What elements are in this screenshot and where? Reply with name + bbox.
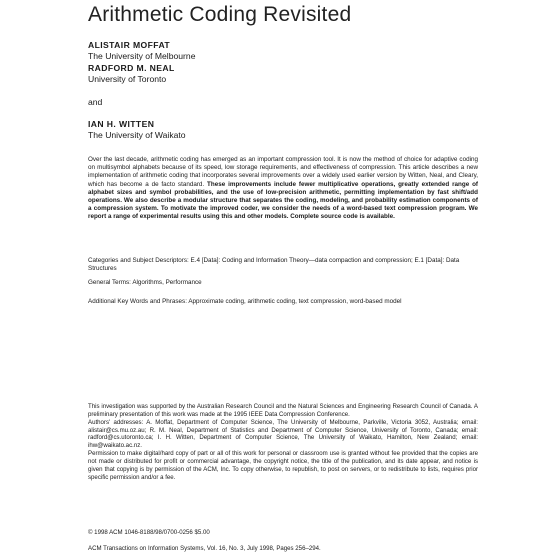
footnotes	[88, 403, 478, 481]
general-terms: General Terms: Algorithms, Performance	[88, 279, 202, 286]
abstract-text: Over the last decade, arithmetic coding has emerged as an important compression tool. It is now the method of choice for adaptive coding on multisymbol alphabets because of its speed, low storage requirements, and effectiveness of compression. This article describes a new implementation of arithmetic coding that incorporates several improvements over a widely used earlier version by Witten, Neal, and Cleary, which has become a de facto standard.	[88, 156, 478, 188]
abstract-bold-text: These improvements include fewer multiplicative operations, greatly extended range of alphabet sizes and symbol probabilities, and the use of low-precision arithmetic, permitting implementation by fast shift/add operations. We also describe a modular structure that separates the coding, modeling, and probability estimation components of a compression system. To motivate the improved coder, we consider the needs of a word-based text compression program. We report a range of experimental results using this and other models. Complete source code is available.	[88, 180, 479, 221]
journal-citation: ACM Transactions on Information Systems, Vol. 16, No. 3, July 1998, Pages 256–294.	[88, 545, 321, 552]
author-name: RADFORD M. NEAL	[88, 62, 175, 73]
subject-categories: Categories and Subject Descriptors: E.4 [Data]: Coding and Information Theory—data compaction and compression; E.1 [Data]: Data Structures	[88, 257, 460, 273]
copyright-line: © 1998 ACM 1046-8188/98/0700-0256 $5.00	[88, 529, 210, 536]
author-name: IAN H. WITTEN	[88, 119, 155, 130]
permission-notice: Permission to make digital/hard copy of part or all of this work for personal or classroom use is granted without fee provided that the copies are not made or distributed for profit or commercial advantage, the copyright notice, the title of the publication, and its date appear, and notice is given that copying is by permission of the ACM, Inc. To copy otherwise, to republish, to post on servers, or to redistribute to lists, requires prior specific permission and/or a fee.	[88, 450, 478, 481]
author-affiliation: The University of Melbourne	[88, 51, 196, 62]
abstract	[88, 156, 478, 222]
author-block	[88, 40, 195, 142]
paper-title: Arithmetic Coding Revisited	[88, 3, 352, 26]
author-name: ALISTAIR MOFFAT	[88, 40, 171, 50]
and-separator: and	[88, 96, 103, 107]
keywords: Additional Key Words and Phrases: Approximate coding, arithmetic coding, text compression, word-based model	[88, 298, 402, 305]
author-affiliation: The University of Waikato	[88, 130, 186, 141]
author-affiliation: University of Toronto	[88, 74, 167, 85]
author-addresses: Authors' addresses: A. Moffat, Department of Computer Science, The University of Melbourne, Parkville, Victoria 3052, Australia; email: alistair@cs.mu.oz.au; R. M. Neal, Department of Statistics and Department of Computer Science, University of Toronto, Canada; email: radford@cs.utoronto.ca; I. H. Witten, Department of Computer Science, The University of Waikato, Hamilton, New Zealand; email: ihw@waikato.ac.nz.	[88, 418, 478, 450]
funding-note: This investigation was supported by the Australian Research Council and the Natural Sciences and Engineering Research Council of Canada. A preliminary presentation of this work was made at the 1995 IEEE Data Compression Conference.	[88, 403, 478, 418]
